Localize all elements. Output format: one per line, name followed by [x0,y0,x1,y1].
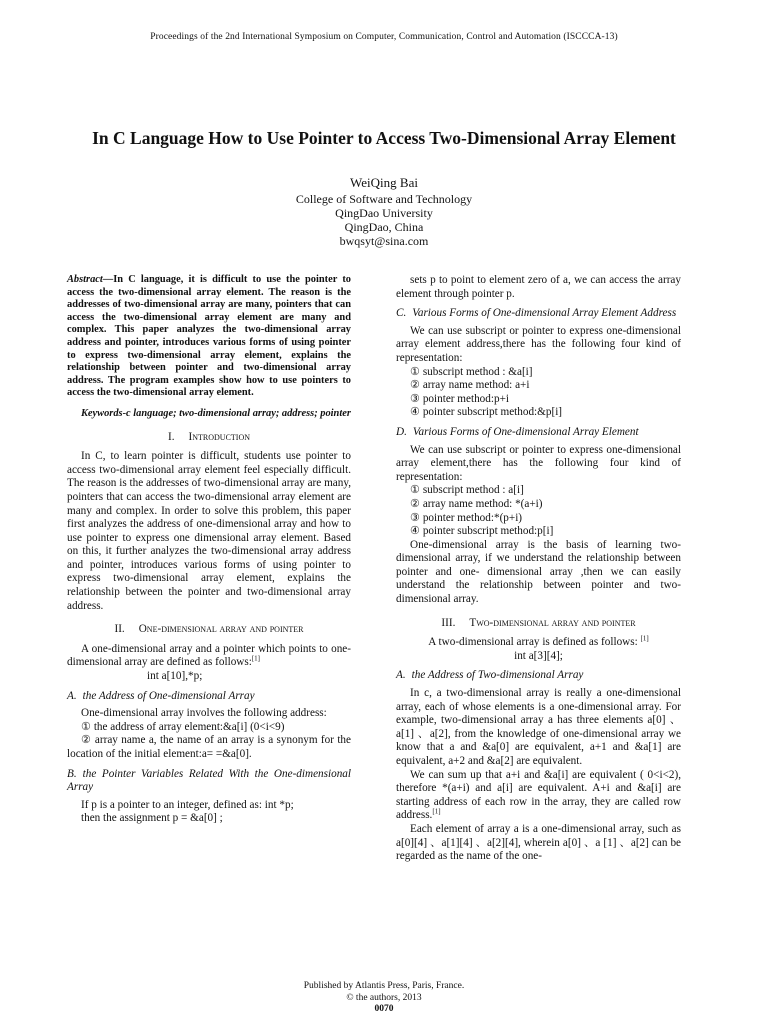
paragraph [67,643,351,670]
subsection-heading [396,669,681,683]
paper-title: In C Language How to Use Pointer to Access Two-Dimensional Array Element [92,128,676,148]
paragraph-text: A one-dimensional array and a pointer which points to one-dimensional array are defined as follows: [67,642,351,669]
author-affiliation-1: College of Software and Technology [295,192,473,206]
list-item: ① subscript method : a[i] [410,484,524,497]
left-column [67,274,351,826]
subsection-heading [396,307,681,321]
section-title: Two-dimensional array and pointer [469,616,636,629]
subsection-heading [396,426,681,440]
subsection-heading [67,768,351,795]
list-item: ③ pointer method:*(p+i) [410,511,523,524]
subsection-title: the Address of Two-dimensional Array [411,669,584,682]
code-line: int a[10],*p; [147,670,203,683]
paragraph: One-dimensional array is the basis of learning two-dimensional array, if we understand the relationship between pointer and one- dimensional array ,then we can easily understand the relationship between pointer and two- dimensional array. [396,538,681,606]
paragraph-text: A two-dimensional array is defined as follows: [428,636,638,649]
paragraph: sets p to point to element zero of a, we can access the array element through pointer p. [396,274,681,300]
right-column [396,274,681,864]
section-number: I. [167,430,175,443]
subsection-number: A. [67,689,77,702]
section-heading-one-dimensional [67,623,351,637]
subsection-number: D. [396,425,407,438]
author-block [0,176,768,248]
keywords: Keywords-c language; two-dimensional array; address; pointer [81,407,351,419]
citation: [1] [251,654,261,663]
subsection-title: Various Forms of One-dimensional Array Element Address [412,307,677,320]
page-footer [0,981,768,1016]
page-number: 0070 [374,1004,394,1014]
paragraph: Each element of array a is a one-dimensional array, such as a[0][4] 、a[1][4] 、a[2][4], wherein a[0] 、a [1] 、a[2] can be regarded as the name of the one- [396,822,681,863]
list-item: ① subscript method : &a[i] [410,365,533,378]
subsection-title: the Address of One-dimensional Array [82,689,255,702]
code-line: int a[3][4]; [514,649,563,662]
list-item: ② array name method: *(a+i) [410,497,543,510]
abstract-text: In C language, it is difficult to use the pointer to access the two-dimensional array element. The reason is the addresses of two-dimensional array are many, pointers that can access the two-dimensional array element are many and complex. This paper analyzes the two-dimensional array address and pointer, introduces various forms of using pointer to express two-dimensional array element, explains the relationship between pointer and two-dimensional array address. The program examples show how to use pointers to access the two-dimensional array element. [67,274,351,399]
section-title: Introduction [188,430,251,443]
paragraph [396,636,681,650]
list-item: ③ pointer method:p+i [410,392,509,405]
copyright-line: © the authors, 2013 [346,992,422,1003]
section-title: One-dimensional array and pointer [138,623,304,636]
section-number: III. [441,616,456,629]
subsection-title: the Pointer Variables Related With the One-dimensional Array [67,767,351,794]
author-location: QingDao, China [344,220,424,234]
paragraph-text: We can sum up that a+i and &a[i] are equivalent ( 0<i<2), therefore *(a+i) and a[i] are equivalent. A+i and &a[i] are starting address of each row in the array, they are called row address. [396,768,681,822]
list-item: ② array name a, the name of an array is a synonym for the location of the initial element:a= =&a[0]. [67,734,351,760]
section-number: II. [114,623,125,636]
paragraph: In c, a two-dimensional array is really a one-dimensional array, each of whose elements is a one-dimensional array. For example, two-dimensional array a has three elements a[0] 、a[1] 、a[2], from the knowledge of one-dimensional array we know that a and &a[0] are equivalent, a+1 and &a[1] are equivalent, a+2 and &a[2] are equivalent. [396,687,681,767]
publisher-line: Published by Atlantis Press, Paris, France. [303,981,465,991]
paragraph: We can use subscript or pointer to express one-dimensional array element address,there has the following four kind of representation: [396,324,681,364]
list-item: ② array name method: a+i [410,379,530,392]
paragraph [396,769,681,823]
paragraph: If p is a pointer to an integer, defined as: int *p; [81,798,294,811]
paragraph: One-dimensional array involves the following address: [81,707,327,720]
list-item: ④ pointer subscript method:&p[i] [410,406,563,419]
citation: [1] [432,807,441,816]
list-item: ④ pointer subscript method:p[i] [410,525,554,538]
proceedings-header: Proceedings of the 2nd International Symposium on Computer, Communication, Control and Automation (ISCCCA-13) [150,32,618,42]
subsection-number: A. [396,669,406,682]
subsection-title: Various Forms of One-dimensional Array Element [412,425,639,438]
author-email: bwqsyt@sina.com [339,234,429,248]
subsection-number: B. [67,767,77,780]
paragraph: We can use subscript or pointer to express one-dimensional array element,there has the following four kind of representation: [396,443,681,483]
paragraph: then the assignment p = &a[0] ; [81,812,223,825]
author-name: WeiQing Bai [350,175,418,190]
introduction-text: In C, to learn pointer is difficult, students use pointer to access two-dimensional array element feel especially difficult. The reason is the addresses of two-dimensional array are many, pointers that can access the two-dimensional array element are many and complex. In order to solve this problem, this paper first analyzes the address of one-dimensional array and how to use pointer to express one dimensional array element. Based on this, it further analyzes the two-dimensional array address and pointer, introduces various forms of using pointer to express two-dimensional array element, explains the relationship between the pointer and two-dimensional array address. [67,450,351,612]
subsection-heading [67,690,351,704]
list-item: ① the address of array element:&a[i] (0<i<9) [81,720,285,733]
citation: [1] [640,634,649,643]
section-heading-two-dimensional [396,617,681,631]
abstract-label: Abstract [67,274,103,285]
section-heading-introduction [67,431,351,445]
abstract: Abstract—In C language, it is difficult to use the pointer to access the two-dimensional array element. The reason is the addresses of two-dimensional array are many, pointers that can access the two-dimensional array element are many and complex. This paper analyzes the two-dimensional array address and pointer, introduces various forms of using pointer to express two-dimensional array element, explains the relationship between pointer and two-dimensional array address. The program examples show how to use pointers to access the two-dimensional array element. [67,274,351,399]
subsection-number: C. [396,307,407,320]
author-affiliation-2: QingDao University [335,206,433,220]
